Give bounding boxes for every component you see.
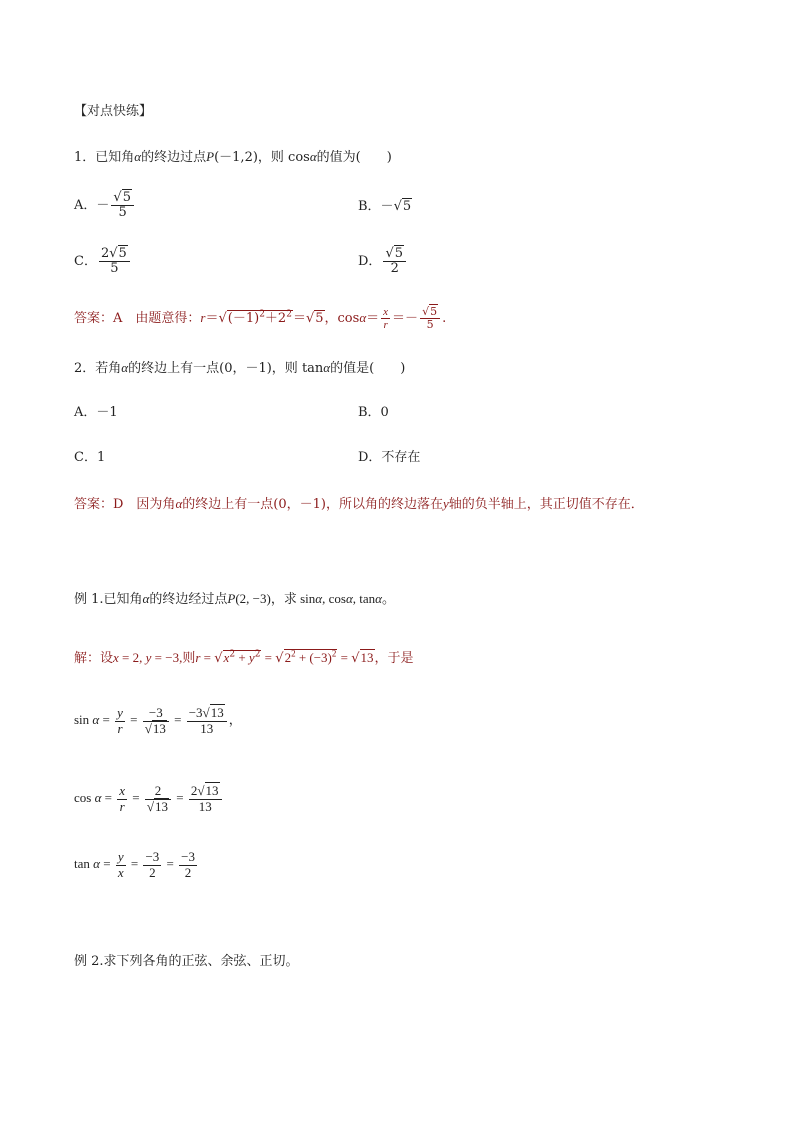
example-1-solution: 解：设x = 2, y = −3,则$r = √x^2 + y^2 = √2^2 + (-3)^2 = √13$，于是 [74, 648, 414, 669]
alpha-symbol: α [309, 149, 317, 164]
section-title [74, 102, 152, 122]
sqrt-expression: $√2^2 + (-3)^2$ [275, 648, 337, 666]
question-1-stem [74, 147, 392, 168]
option-label: A．－ [74, 198, 110, 213]
option-c [74, 448, 105, 468]
sine-equation: sin α = $\frac{y}{r}$ = $\frac{-3}{√13}$ = $\frac{-3√13}{13}$ ， [74, 705, 242, 736]
fraction: $\frac{x}{r}$ [119, 783, 126, 814]
option-a [74, 403, 118, 423]
fraction: $\frac{-3}{2}$ [181, 849, 195, 880]
option-a [74, 188, 136, 224]
example-1-title: 例 1.已知角α的终边经过点P(2, −3)，求 sinα, cosα, tanα。 [74, 591, 395, 607]
option-text: D．不存在 [358, 450, 421, 465]
fraction: $\frac{-3}{√13}$ [143, 706, 169, 736]
option-label: B．－ [358, 199, 394, 214]
option-d [358, 448, 420, 468]
alpha-symbol: α [323, 360, 331, 375]
option-c [74, 244, 132, 280]
cosine-equation: cos α = $\frac{x}{r}$ = $\frac{2}{√13}$ = $\frac{2√13}{13}$ [74, 778, 224, 818]
option-d [358, 244, 408, 280]
fraction: $\frac{2√13}{13}$ [189, 784, 222, 814]
option-label: C． [74, 254, 97, 269]
stem-text: (－1,2)，则 cos [214, 150, 310, 165]
fraction: $\frac{y}{r}$ [117, 705, 123, 736]
fraction: $\frac{y}{x}$ [117, 849, 124, 880]
sqrt-expression: $√(-1)^2+2^2$ [218, 309, 292, 326]
alpha-symbol: α [121, 360, 129, 375]
fraction: $\frac{x}{r}$ [383, 305, 389, 331]
option-b [358, 403, 389, 423]
fraction: $\frac{-3√13}{13}$ [187, 706, 227, 736]
option-text: A．－1 [74, 405, 118, 420]
sqrt-expression: $√x^2 + y^2$ [214, 649, 261, 666]
stem-text: 已知角 [95, 150, 135, 165]
point-symbol: P [206, 149, 215, 164]
example-2-title [74, 952, 299, 972]
alpha-symbol: α [134, 149, 142, 164]
solution-label: 解：设 [74, 651, 114, 666]
answer-2: 答案：D 因为角α的终边上有一点(0，－1)，所以角的终边落在y轴的负半轴上，其正切值不存在． [74, 496, 644, 512]
section-title-text: 【对点快练】 [74, 104, 153, 119]
fraction: $\frac{√5}{2}$ [383, 247, 406, 277]
fraction: $\frac{2√5}{5}$ [99, 247, 130, 277]
option-label: D． [358, 254, 382, 269]
sqrt-expression: √5 [393, 199, 412, 214]
stem-text: 的值为( ) [316, 150, 392, 165]
tangent-equation: tan α = $\frac{y}{x}$ = $\frac{-3}{2}$ = $\frac{-3}{2}$ [74, 849, 195, 880]
question-number: 2． [74, 361, 96, 376]
option-text: C．1 [74, 450, 106, 465]
fraction: $\frac{√5}{5}$ [111, 191, 134, 221]
question-2-stem: 2．若角α的终边上有一点(0，－1)，则 tanα的值是( ) [74, 360, 406, 376]
fraction: $\frac{-3}{2}$ [145, 849, 160, 880]
example-2-text: 例 2.求下列各角的正弦、余弦、正切。 [74, 954, 299, 969]
question-number: 1． [74, 150, 96, 165]
answer-label: 答案：A 由题意得： [74, 311, 201, 326]
stem-text: 的终边过点 [141, 150, 207, 165]
option-text: B．0 [358, 405, 389, 420]
option-b [358, 197, 412, 217]
fraction: $\frac{2}{√13}$ [145, 784, 171, 814]
answer-1: 答案：A 由题意得：$r=√(-1)^2+2^2=√5$，cosα＝ $\frac{x}{r}$ ＝－ $\frac{√5}{5}$ . [74, 300, 446, 337]
fraction: $\frac{√5}{5}$ [420, 306, 440, 331]
